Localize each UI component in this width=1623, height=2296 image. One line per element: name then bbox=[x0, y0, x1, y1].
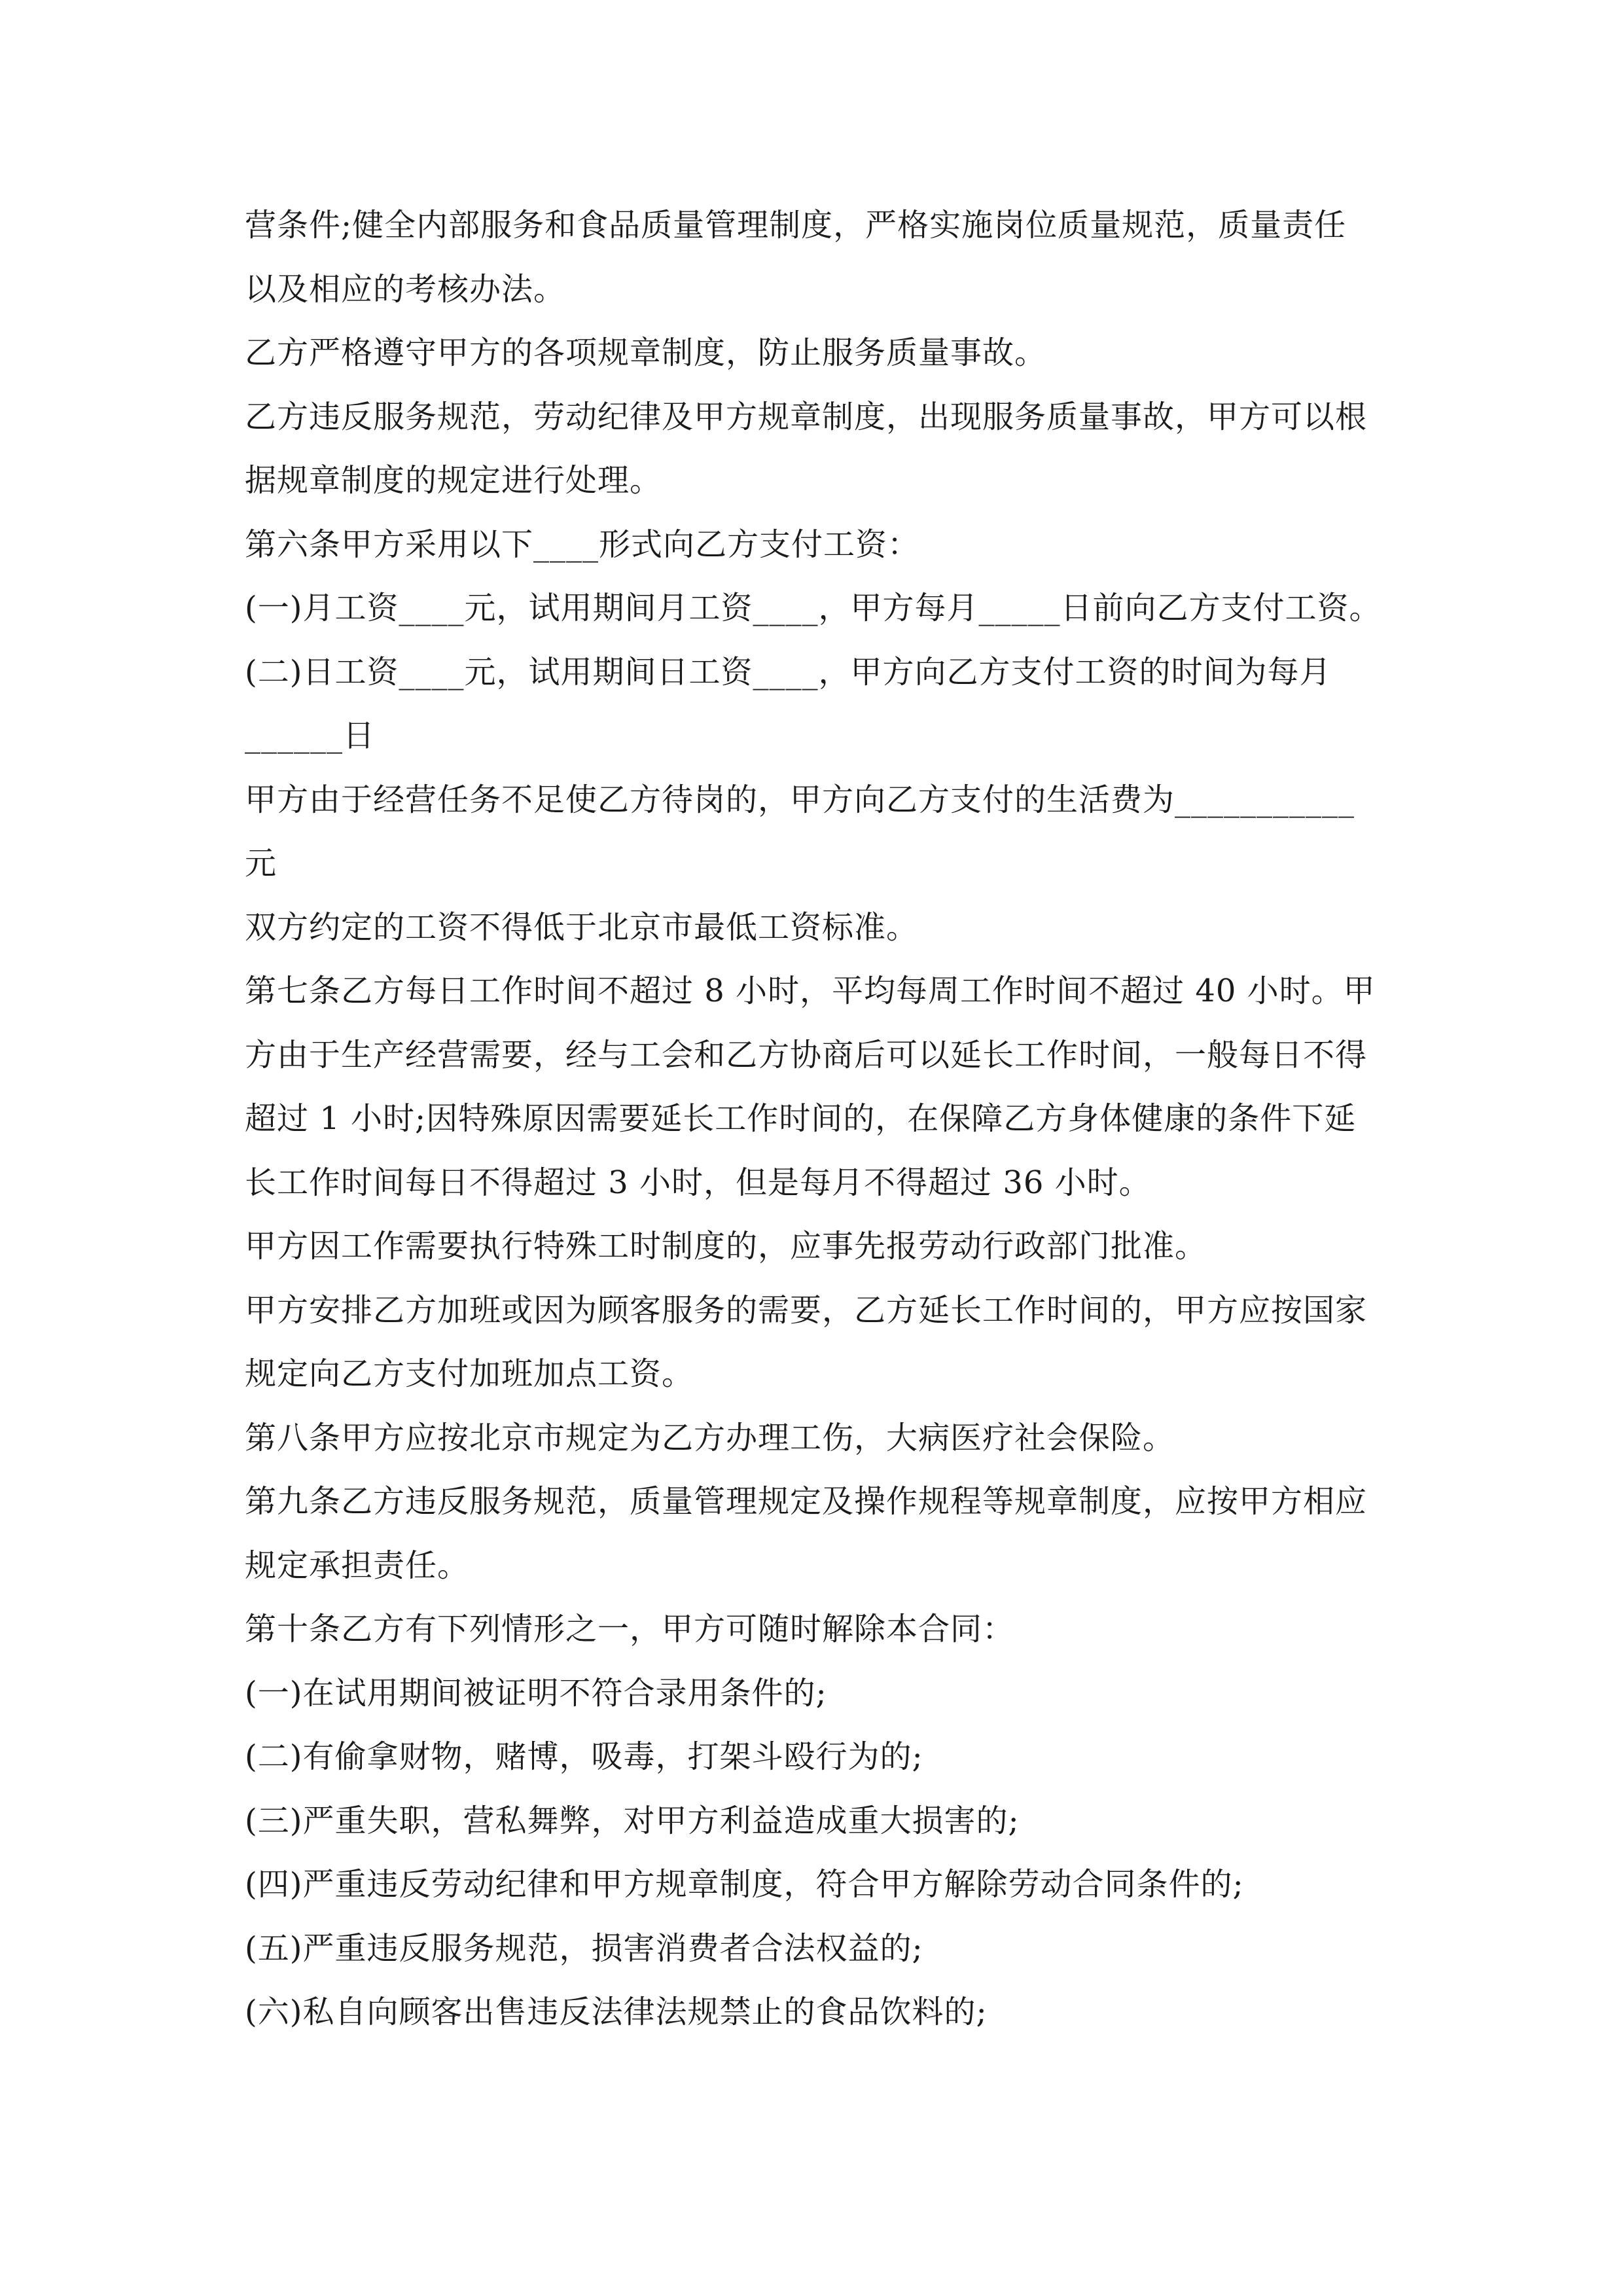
text-line: 甲方由于经营任务不足使乙方待岗的，甲方向乙方支付的生活费为___________ bbox=[245, 781, 1355, 818]
text-line: 第九条乙方违反服务规范，质量管理规定及操作规程等规章制度，应按甲方相应 bbox=[245, 1483, 1368, 1520]
text-line: (二)日工资____元，试用期间日工资____，甲方向乙方支付工资的时间为每月 bbox=[245, 653, 1332, 691]
text-line: 方由于生产经营需要，经与工会和乙方协商后可以延长工作时间，一般每日不得 bbox=[245, 1036, 1368, 1073]
text-line: 甲方因工作需要执行特殊工时制度的，应事先报劳动行政部门批准。 bbox=[245, 1228, 1207, 1265]
text-line: 甲方安排乙方加班或因为顾客服务的需要，乙方延长工作时间的，甲方应按国家 bbox=[245, 1291, 1368, 1329]
text-line: ______日 bbox=[245, 717, 376, 754]
text-line: (二)有偷拿财物，赌博，吸毒，打架斗殴行为的; bbox=[245, 1738, 923, 1775]
text-line: 超过 1 小时;因特殊原因需要延长工作时间的，在保障乙方身体健康的条件下延 bbox=[245, 1100, 1357, 1137]
text-line: (一)月工资____元，试用期间月工资____，甲方每月_____日前向乙方支付工资。 bbox=[245, 590, 1382, 626]
text-line: 规定承担责任。 bbox=[245, 1547, 470, 1584]
text-line: 营条件;健全内部服务和食品质量管理制度，严格实施岗位质量规范，质量责任 bbox=[245, 207, 1347, 243]
text-line: 元 bbox=[245, 845, 277, 882]
text-line: 以及相应的考核办法。 bbox=[245, 270, 566, 308]
document-body bbox=[245, 194, 1404, 2045]
text-line: 规定向乙方支付加班加点工资。 bbox=[245, 1355, 694, 1392]
text-line: 第八条甲方应按北京市规定为乙方办理工伤，大病医疗社会保险。 bbox=[245, 1419, 1175, 1456]
text-line: (四)严重违反劳动纪律和甲方规章制度，符合甲方解除劳动合同条件的; bbox=[245, 1866, 1244, 1903]
text-line: (三)严重失职，营私舞弊，对甲方利益造成重大损害的; bbox=[245, 1802, 1020, 1839]
text-line: 双方约定的工资不得低于北京市最低工资标准。 bbox=[245, 908, 919, 946]
text-line: 第六条甲方采用以下____形式向乙方支付工资： bbox=[245, 526, 920, 563]
text-line: (五)严重违反服务规范，损害消费者合法权益的; bbox=[245, 1929, 923, 1967]
text-line: 长工作时间每日不得超过 3 小时，但是每月不得超过 36 小时。 bbox=[245, 1164, 1151, 1201]
text-line: 据规章制度的规定进行处理。 bbox=[245, 462, 662, 499]
text-line: 第十条乙方有下列情形之一，甲方可随时解除本合同： bbox=[245, 1611, 1015, 1647]
text-line: (六)私自向顾客出售违反法律法规禁止的食品饮料的; bbox=[245, 1994, 988, 2030]
text-line: (一)在试用期间被证明不符合录用条件的; bbox=[245, 1674, 827, 1712]
text-line: 第七条乙方每日工作时间不超过 8 小时，平均每周工作时间不超过 40 小时。甲 bbox=[245, 973, 1376, 1009]
text-line: 乙方违反服务规范，劳动纪律及甲方规章制度，出现服务质量事故，甲方可以根 bbox=[245, 398, 1368, 435]
text-line: 乙方严格遵守甲方的各项规章制度，防止服务质量事故。 bbox=[245, 334, 1047, 371]
